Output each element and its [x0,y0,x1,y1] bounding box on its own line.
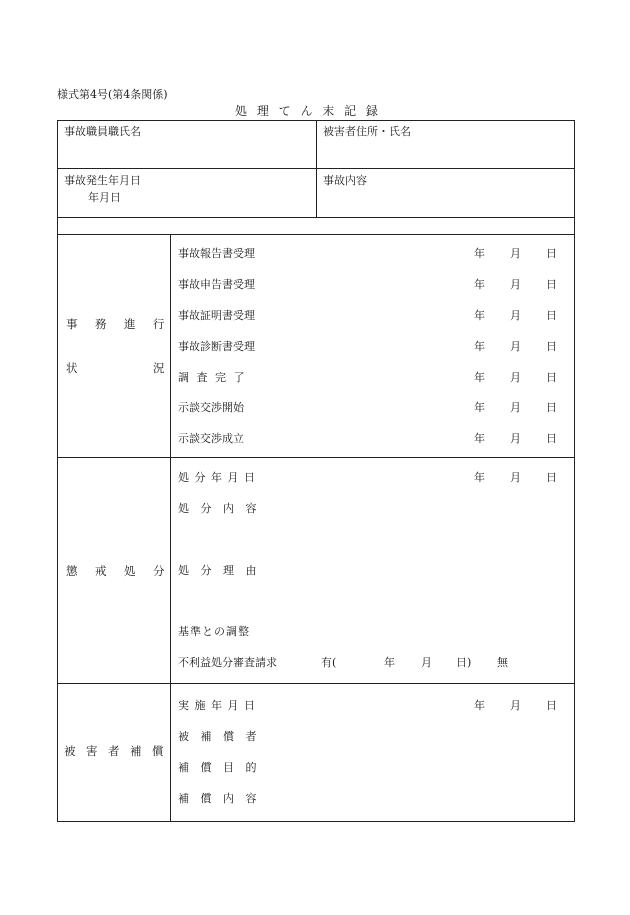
list-item: 事故証明書受理 [178,309,255,322]
page-title: 処 理 て ん 末 記 録 [235,104,381,118]
compensation-date-year: 年 [474,699,485,712]
list-item: 補 償 目 的 [178,761,261,774]
form-number-label: 様式第4号(第4条関係) [57,88,168,101]
discipline-reason-label: 処 分 理 由 [178,564,261,577]
appeal-yes: 有( [321,656,337,669]
list-item: 示談交渉成立 [178,432,244,445]
list-item: 事故報告書受理 [178,247,255,260]
discipline-date-month: 月 [510,471,521,484]
list-item: 実 施 年 月 日 [178,699,256,712]
list-item: 補 償 内 容 [178,792,261,805]
employee-name-label: 事故職員職氏名 [64,125,141,138]
discipline-date-day: 日 [546,471,557,484]
victim-address-label: 被害者住所・氏名 [323,125,411,138]
appeal-no: 無 [497,656,508,669]
accident-date-sub-label: 年月日 [88,191,121,204]
accident-content-label: 事故内容 [323,174,367,187]
list-item: 示談交渉開始 [178,401,244,414]
compensation-date-day: 日 [546,699,557,712]
discipline-date-year: 年 [474,471,485,484]
discipline-adjust-label: 基準との調整 [178,625,250,638]
compensation-date-month: 月 [510,699,521,712]
discipline-content-label: 処 分 内 容 [178,502,261,515]
accident-date-label: 事故発生年月日 [64,174,141,187]
appeal-label: 不利益処分審査請求 [178,656,277,669]
list-item: 事故申告書受理 [178,278,255,291]
list-item: 調 査 完 了 [178,371,247,384]
discipline-date-label: 処 分 年 月 日 [178,471,256,484]
appeal-close: 日) [456,656,472,669]
list-item: 事故診断書受理 [178,340,255,353]
list-item: 被 補 償 者 [178,730,261,743]
